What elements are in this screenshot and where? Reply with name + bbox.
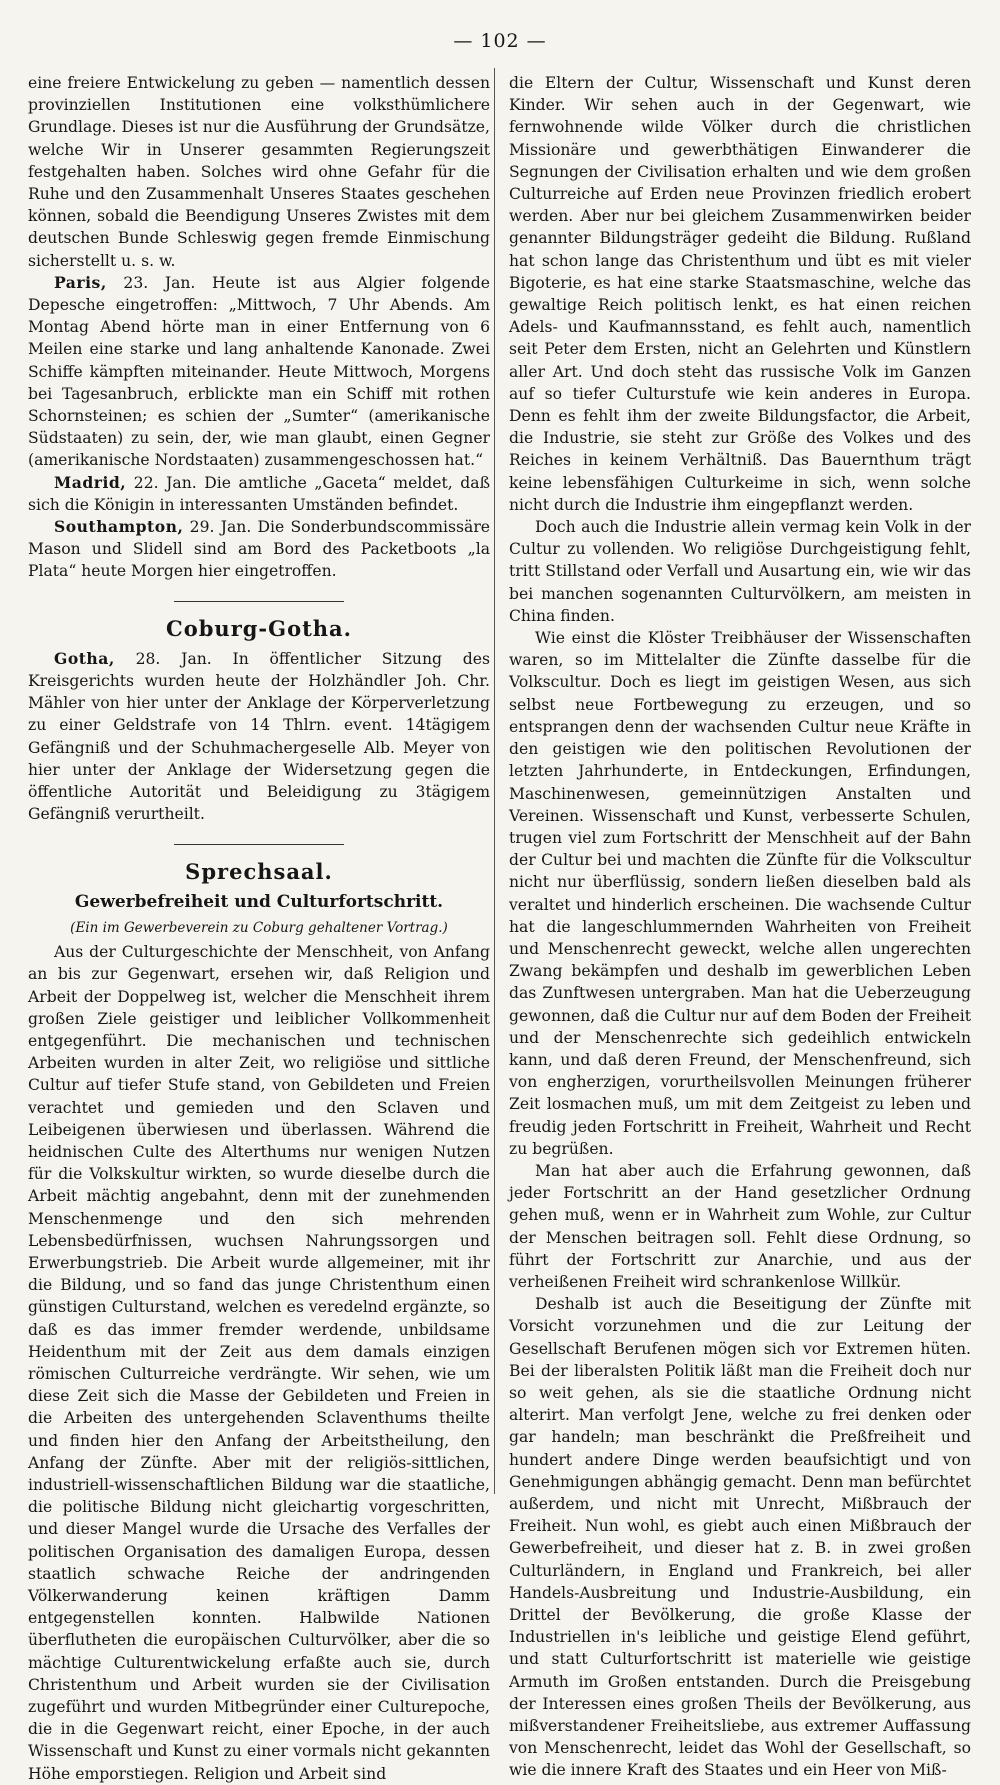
gotha-report-text: 28. Jan. In öffentlicher Sitzung des Kreisgerichts wurden heute der Holzhändler Joh. Chr. Mähler von hier unter der Anklage der Körperverletzung zu einer Geldstrafe von 14 Thlrn. event. 14tägigem Gefängniß und der Schuhmachergeselle Alb. Meyer von hier unter der Anklage der Widersetzung gegen die öffentliche Autorität und Beleidigung zu 3tägigem Gefängniß verurtheilt. — [28, 649, 490, 824]
right-column — [509, 72, 971, 1780]
intro-paragraph: eine freiere Entwickelung zu geben — namentlich dessen provinziellen Institutionen eine volksthümlichere Grundlage. Dieses ist nur die Ausführung der Grundsätze, welche Wir in Unserer gesammten Regierungszeit festgehalten haben. Solches wird ohne Gefahr für die Ruhe und den Zusammenhalt Unseres Staates geschehen können, sobald die Beendigung Unseres Zwistes mit dem deutschen Bunde Schleswig gegen fremde Einmischung sicherstellt u. s. w. — [28, 74, 490, 270]
page-number: — 102 — — [453, 30, 547, 52]
article-paragraph: Man hat aber auch die Erfahrung gewonnen, daß jeder Fortschritt an der Hand gesetzlicher Ordnung gehen muß, wenn er in Wahrheit zum Wohle, zur Cultur der Menschen beitragen soll. Fehlt diese Ordnung, so führt der Fortschritt zur Anarchie, und aus der verheißenen Freiheit wird schrankenlose Willkür. — [509, 1161, 971, 1291]
paris-report-text: 23. Jan. Heute ist aus Algier folgende Depesche eingetroffen: „Mittwoch, 7 Uhr Abends. Am Montag Abend hörte man in einer Entfernung von 6 Meilen eine starke und lang anhaltende Kanonade. Zwei Schiffe kämpften miteinander. Heute Mittwoch, Morgens bei Tagesanbruch, erblickte man ein Schiff mit rothen Schornsteinen; es schien der „Sumter“ (amerikanische Südstaaten) zu sein, der, wie man glaubt, einen Gegner (amerikanische Nordstaaten) zusammengeschossen hat.“ — [28, 273, 490, 470]
column-divider — [494, 68, 495, 1494]
madrid-report-text: 22. Jan. Die amtliche „Gaceta“ meldet, daß sich die Königin in interessanten Umständen befindet. — [28, 473, 490, 514]
madrid-report — [28, 472, 490, 516]
dateline-paris: Paris, — [54, 272, 107, 292]
section-divider — [174, 844, 344, 845]
article-paragraph: Doch auch die Industrie allein vermag kein Volk in der Cultur zu vollenden. Wo religiöse Durchgeistigung fehlt, tritt Stillstand oder Verfall und Ausartung ein, wie wir das bei manchen sogenannten Culturvölkern, am meisten in China finden. — [509, 518, 971, 625]
article-paragraph: Deshalb ist auch die Beseitigung der Zünfte mit Vorsicht vorzunehmen und die zur Leitung der Gesellschaft Berufenen mögen sich vor Extremen hüten. Bei der liberalsten Politik läßt man die Freiheit doch nur so weit gehen, als sie die staatliche Ordnung nicht alterirt. Man verfolgt Jene, welche zu frei denken oder gar handeln; man beschränkt die Preßfreiheit und hundert andere Dinge werden beaufsichtigt und von Genehmigungen abhängig gemacht. Denn man befürchtet außerdem, und nicht mit Unrecht, Mißbrauch der Freiheit. Nun wohl, es giebt auch einen Mißbrauch der Gewerbefreiheit, und dieser hat z. B. in zwei großen Culturländern, in England und Frankreich, bei aller Handels-Ausbreitung und Industrie-Ausbildung, ein Drittel der Bevölkerung, die große Klasse der Industriellen in's leibliche und geistige Elend geführt, und statt Culturfortschritt ist materielle wie geistige Armuth im Großen entstanden. Durch die Preisgebung der Interessen eines großen Theils der Bevölkerung, aus mißverstandener Freiheitsliebe, aus extremer Auffassung von Menschenrecht, leidet das Wohl der Gesellschaft, so wie die innere Kraft des Staates und ein Heer von Miß- — [509, 1295, 971, 1780]
gotha-report — [28, 648, 490, 826]
article-paragraph: Wie einst die Klöster Treibhäuser der Wissenschaften waren, so im Mittelalter die Zünfte dasselbe für die Volkscultur. Doch es liegt im geistigen Wesen, aus sich selbst neue Fortbewegung zu erzeugen, und so entsprangen denn der wachsenden Cultur neue Kräfte in den geistigen wie den politischen Revolutionen der letzten Jahrhunderte, in Entdeckungen, Erfindungen, Maschinenwesen, gemeinnützigen Anstalten und Vereinen. Wissenschaft und Kunst, verbesserte Schulen, trugen viel zum Fortschritt der Menschheit auf der Bahn der Cultur bei und machten die Zünfte für die Volkscultur nicht nur überflüssig, sondern ließen dieselben bald als veraltet und hinderlich erscheinen. Die wachsende Cultur hat die langeschlummernden Wahrheiten von Freiheit und Menschenrecht geweckt, welche allen ungerechten Zwang bekämpfen und deshalb im gewerblichen Leben das Zunftwesen untergraben. Man hat die Ueberzeugung gewonnen, daß die Cultur nur auf dem Boden der Freiheit und der Menschenrechte sich gedeihlich entwickeln kann, und daß deren Freund, der Menschenfreund, sich von engherzigen, vorurtheilsvollen Meinungen früherer Zeit losmachen muß, um mit dem Zeitgeist zu leben und freudig jeden Fortschritt in Freiheit, Wahrheit und Recht zu begrüßen. — [509, 629, 971, 1158]
article-paragraph: Aus der Culturgeschichte der Menschheit, von Anfang an bis zur Gegenwart, ersehen wir, daß Religion und Arbeit der Doppelweg ist, welcher die Menschheit ihrem großen Ziele geistiger und leiblicher Vollkommenheit entgegenführt. Die mechanischen und technischen Arbeiten wurden in alter Zeit, wo religiöse und sittliche Cultur auf tiefer Stufe stand, von Gebildeten und Freien verachtet und gemieden und den Sclaven und Leibeigenen überwiesen und überlassen. Während die heidnischen Culte des Alterthums nur wenigen Nutzen für die Volkskultur wirkten, so wurde dieselbe durch die Arbeit mächtig angebahnt, denn mit der zunehmenden Menschenmenge und den sich mehrenden Lebensbedürfnissen, wuchsen Nahrungssorgen und Erwerbungstrieb. Die Arbeit wurde allgemeiner, mit ihr die Bildung, und so fand das junge Christenthum einen günstigen Culturstand, welchen es veredelnd ergänzte, so daß es das immer fremder werdende, unbildsame Heidenthum mit der Zeit aus dem damals einzigen römischen Culturreiche verdrängte. Wir sehen, wie um diese Zeit sich die Masse der Gebildeten und Freien in die Arbeiten des untergehenden Sclaventhums theilte und finden hier den Anfang der Arbeitstheilung, den Anfang der Zünfte. Aber mit der religiös-sittlichen, industriell-wissenschaftlichen Bildung war die staatliche, die politische Bildung nicht gleichartig vorgeschritten, und dieser Mangel wurde die Ursache des Verfalles der politischen Organisation des damaligen Europa, dessen staatlich schwache Reiche der andringenden Völkerwanderung keinen kräftigen Damm entgegenstellen konnten. Halbwilde Nationen überflutheten die europäischen Culturvölker, aber die so mächtige Culturentwickelung erfaßte auch sie, durch Christenthum und Arbeit wurden sie der Civilisation zugeführt und wurden Mitbegründer einer Culturepoche, die in die Gegenwart reicht, einer Epoche, in der auch Wissenschaft und Kunst zu einer vormals nicht gekannten Höhe emporstiegen. Religion und Arbeit sind — [28, 943, 490, 1783]
article-note: (Ein im Gewerbeverein zu Coburg gehaltener Vortrag.) — [70, 919, 448, 936]
dateline-southampton: Southampton, — [54, 517, 184, 537]
section-heading-sprechsaal: Sprechsaal. — [185, 858, 333, 884]
article-title: Gewerbefreiheit und Culturfortschritt. — [74, 891, 444, 912]
dateline-madrid: Madrid, — [54, 472, 127, 492]
section-divider — [174, 601, 344, 602]
southampton-report-text: 29. Jan. Die Sonderbundscommissäre Mason und Slidell sind am Bord des Packetboots „la Plata“ heute Morgen hier eingetroffen. — [28, 518, 490, 581]
southampton-report — [28, 516, 490, 583]
dateline-gotha: Gotha, — [54, 648, 115, 668]
article-paragraph: die Eltern der Cultur, Wissenschaft und Kunst deren Kinder. Wir sehen auch in der Gegenwart, wie fernwohnende wilde Völker durch die christlichen Missionäre und gewerbthätigen Einwanderer die Segnungen der Civilisation erhalten und wie dem großen Culturreiche auf Erden neue Provinzen friedlich erobert werden. Aber nur bei gleichem Zusammenwirken beider genannter Bildungsträger gedeiht die Bildung. Rußland hat schon lange das Christenthum und übt es mit vieler Bigoterie, es hat eine starke Staatsmaschine, welche das gewaltige Reich politisch lenkt, es hat einen reichen Adels- und Kaufmannsstand, es fehlt auch, namentlich seit Peter dem Ersten, nicht an Gelehrten und Künstlern aller Art. Und doch steht das russische Volk im Ganzen auf so tiefer Culturstufe wie kein anderes in Europa. Denn es fehlt ihm der zweite Bildungsfactor, die Arbeit, die Industrie, sie steht zur Größe des Volkes und des Reiches in keinem Verhältniß. Das Bauernthum trägt keine lebensfähigen Culturkeime in sich, wenn solche nicht durch die Industrie ihm eingepflanzt werden. — [509, 74, 971, 514]
section-heading-coburg-gotha: Coburg-Gotha. — [166, 615, 352, 641]
paris-report — [28, 272, 490, 472]
left-column — [28, 72, 490, 1783]
